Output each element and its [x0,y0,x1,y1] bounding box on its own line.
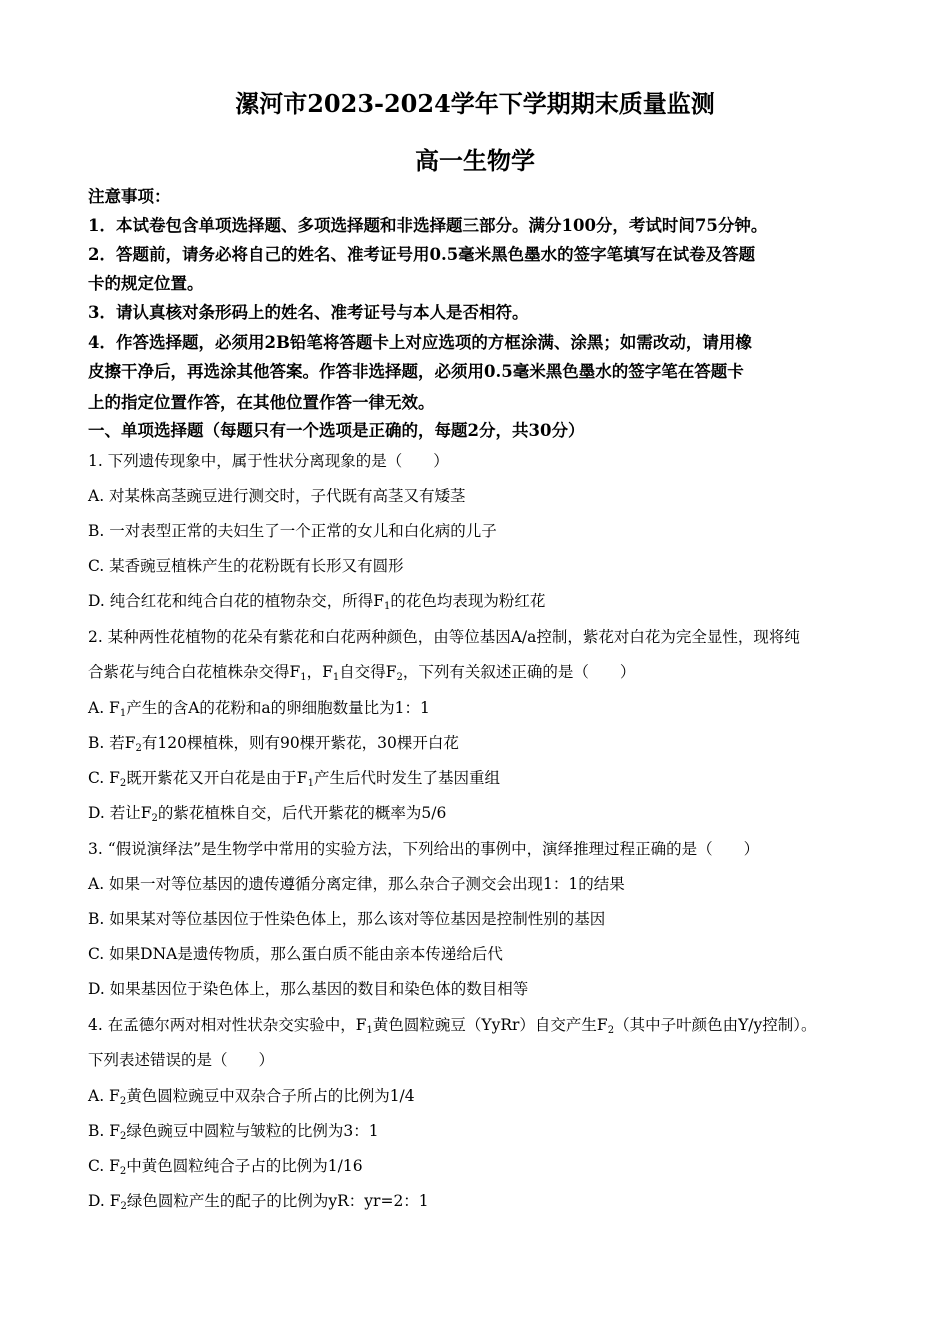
question-2-option-d: D. 若让$F_2$的紫花植株自交，后代开紫花的概率为5/6 [88,804,447,824]
question-1-option-d: D. 纯合红花和纯合白花的植物杂交，所得$F_1$的花色均表现为粉红花 [88,592,546,612]
notice-item-4-line-3: 上的指定位置作答，在其他位置作答一律无效。 [88,393,435,412]
notice-item-4-line-1: 4．作答选择题，必须用2B铅笔将答题卡上对应选项的方框涂满、涂黑；如需改动，请用橡 [88,333,752,352]
question-2-option-c: C. $F_2$既开紫花又开白花是由于$F_1$产生后代时发生了基因重组 [88,769,500,789]
notice-item-3: 3．请认真核对条形码上的姓名、准考证号与本人是否相符。 [88,303,529,322]
question-4-option-b: B. $F_2$绿色豌豆中圆粒与皱粒的比例为3：1 [88,1122,379,1142]
notice-item-2-line-1: 2．答题前，请务必将自己的姓名、准考证号用0.5毫米黑色墨水的签字笔填写在试卷及答题 [88,245,756,264]
question-4-option-c: C. $F_2$中黄色圆粒纯合子占的比例为1/16 [88,1157,363,1177]
exam-subject: 高一生物学 [415,146,535,175]
question-1-option-a: A. 对某株高茎豌豆进行测交时，子代既有高茎又有矮茎 [88,487,466,505]
question-3-option-a: A. 如果一对等位基因的遗传遵循分离定律，那么杂合子测交会出现1：1的结果 [88,875,625,893]
question-3-option-c: C. 如果DNA是遗传物质，那么蛋白质不能由亲本传递给后代 [88,945,503,963]
question-2-stem-line-1: 2. 某种两性花植物的花朵有紫花和白花两种颜色，由等位基因A/a控制，紫花对白花为完全显性，现将纯 [88,628,800,646]
question-2-option-a: A. $F_1$产生的含A的花粉和a的卵细胞数量比为1：1 [88,699,430,719]
question-3-option-b: B. 如果某对等位基因位于性染色体上，那么该对等位基因是控制性别的基因 [88,910,606,928]
question-1-option-c: C. 某香豌豆植株产生的花粉既有长形又有圆形 [88,557,404,575]
question-4-option-d: D. $F_2$绿色圆粒产生的配子的比例为yR：yr=2：1 [88,1192,429,1212]
notice-item-1: 1．本试卷包含单项选择题、多项选择题和非选择题三部分。满分100分，考试时间75分钟。 [88,216,768,235]
question-1-option-b: B. 一对表型正常的夫妇生了一个正常的女儿和白化病的儿子 [88,522,497,540]
notice-item-2-line-2: 卡的规定位置。 [88,274,204,293]
question-3-option-d: D. 如果基因位于染色体上，那么基因的数目和染色体的数目相等 [88,980,529,998]
question-4-stem-line-1: 4. 在孟德尔两对相对性状杂交实验中，$F_1$黄色圆粒豌豆（YyRr）自交产生$F_2$（其中子叶颜色由Y/y控制）。 [88,1016,817,1036]
section-heading: 一、单项选择题（每题只有一个选项是正确的，每题2分，共30分） [88,421,585,440]
question-4-option-a: A. $F_2$黄色圆粒豌豆中双杂合子所占的比例为1/4 [88,1087,415,1107]
question-3-stem: 3. “假说演绎法”是生物学中常用的实验方法，下列给出的事例中，演绎推理过程正确的是（ ） [88,840,760,858]
question-2-stem-line-2: 合紫花与纯合白花植株杂交得$F_1$，$F_1$自交得$F_2$，下列有关叙述正确的是（ ） [88,663,636,683]
exam-title: 漯河市2023-2024学年下学期期末质量监测 [235,89,715,118]
notice-item-4-line-2: 皮擦干净后，再选涂其他答案。作答非选择题，必须用0.5毫米黑色墨水的签字笔在答题卡 [88,362,744,381]
question-2-option-b: B. 若$F_2$有120棵植株，则有90棵开紫花，30棵开白花 [88,734,459,754]
question-4-stem-line-2: 下列表述错误的是（ ） [88,1051,275,1069]
question-1-stem: 1. 下列遗传现象中，属于性状分离现象的是（ ） [88,452,449,470]
notice-heading: 注意事项： [88,187,171,206]
